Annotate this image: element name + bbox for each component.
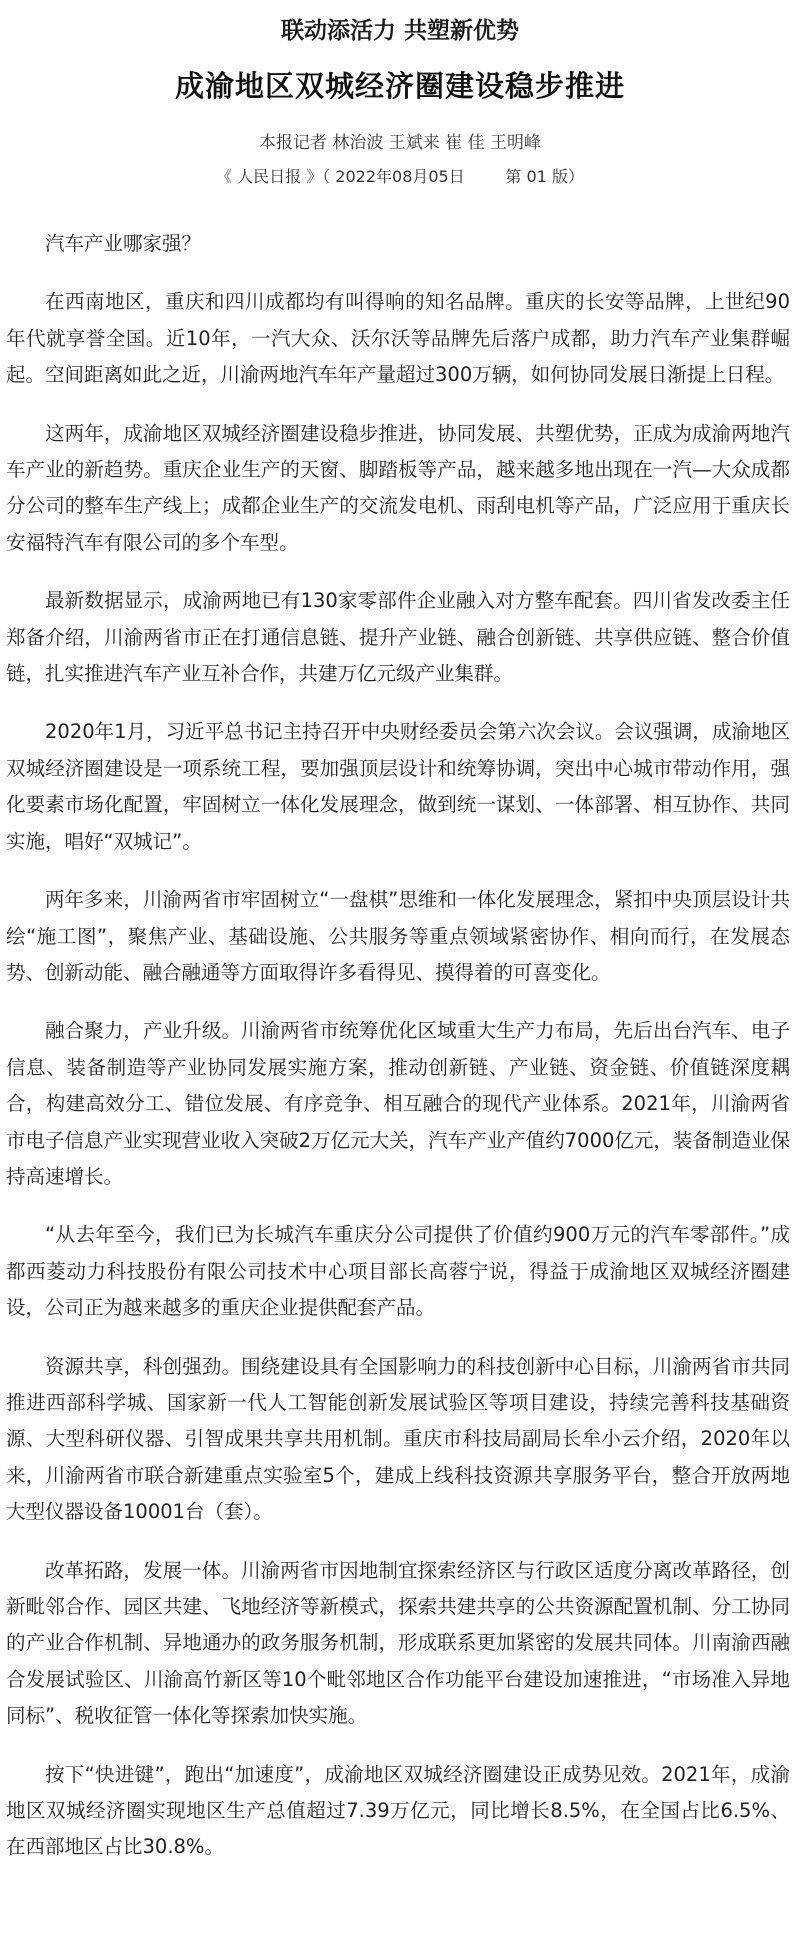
paragraph: 2020年1月，习近平总书记主持召开中央财经委员会第六次会议。会议强调，成渝地区双城经济圈建设是一项系统工程，要加强顶层设计和统筹协调，突出中心城市带动作用，强化要素市场化配置，牢固树立一体化发展理念，做到统一谋划、一体部署、相互协作、共同实施，唱好“双城记”。 (6, 720, 790, 853)
paragraph: 两年多来，川渝两省市牢固树立“一盘棋”思维和一体化发展理念，紧扣中央顶层设计共绘“施工图”，聚焦产业、基础设施、公共服务等重点领域紧密协作、相向而行，在发展态势、创新动能、融合融通等方面取得许多看得见、摸得着的可喜变化。 (6, 888, 790, 984)
paragraph: 融合聚力，产业升级。川渝两省市统筹优化区域重大生产力布局，先后出台汽车、电子信息、装备制造等产业协同发展实施方案，推动创新链、产业链、资金链、价值链深度耦合，构建高效分工、错位发展、有序竞争、相互融合的现代产业体系。2021年，川渝两省市电子信息产业实现营业收入突破2万亿元大关，汽车产业产值约7000亿元，装备制造业保持高速增长。 (6, 1019, 790, 1188)
source-page: 第 01 版） (505, 167, 584, 186)
paragraph: 按下“快进键”，跑出“加速度”，成渝地区双城经济圈建设正成势见效。2021年，成渝地区双城经济圈实现地区生产总值超过7.39万亿元，同比增长8.5%，在全国占比6.5%、在西部地区占比30.8%。 (6, 1762, 790, 1859)
paragraph: 这两年，成渝地区双城经济圈建设稳步推进，协同发展、共塑优势，正成为成渝两地汽车产业的新趋势。重庆企业生产的天窗、脚踏板等产品，越来越多地出现在一汽—大众成都分公司的整车生产线上；成都企业生产的交流发电机、雨刮电机等产品，广泛应用于重庆长安福特汽车有限公司的多个车型。 (6, 421, 790, 554)
page-title: 成渝地区双城经济圈建设稳步推进 (174, 69, 625, 103)
paragraph: “从去年至今，我们已为长城汽车重庆分公司提供了价值约900万元的汽车零部件。”成都西菱动力科技股份有限公司技术中心项目部长高蓉宁说，得益于成渝地区双城经济圈建设，公司正为越来越多的重庆企业提供配套产品。 (6, 1223, 790, 1320)
paragraph: 汽车产业哪家强？ (45, 232, 202, 255)
paragraph: 资源共享，科创强劲。围绕建设具有全国影响力的科技创新中心目标，川渝两省市共同推进西部科学城、国家新一代人工智能创新发展试验区等项目建设，持续完善科技基础资源、大型科研仪器、引智成果共享共用机制。重庆市科技局副局长牟小云介绍，2020年以来，川渝两省市联合新建重点实验室5个，建成上线科技资源共享服务平台，整合开放两地大型仪器设备10001台（套）。 (6, 1354, 790, 1524)
paragraph: 改革拓路，发展一体。川渝两省市因地制宜探索经济区与行政区适度分离改革路径，创新毗邻合作、园区共建、飞地经济等新模式，探索共建共享的公共资源配置机制、分工协同的产业合作机制、异地通办的政务服务机制，形成联系更加紧密的发展共同体。川南渝西融合发展试验区、川渝高竹新区等10个毗邻地区合作功能平台建设加速推进，“市场准入异地同标”、税收征管一体化等探索加快实施。 (6, 1558, 790, 1728)
article-body (6, 226, 790, 1888)
source-paper: 《 人民日报 》 (216, 167, 323, 186)
kicker-headline: 联动添活力 共塑新优势 (280, 18, 519, 44)
source-line (0, 162, 800, 192)
paragraph: 在西南地区，重庆和四川成都均有叫得响的知名品牌。重庆的长安等品牌，上世纪90年代就享誉全国。近10年，一汽大众、沃尔沃等品牌先后落户成都，助力汽车产业集群崛起。空间距离如此之近，川渝两地汽车年产量超过300万辆，如何协同发展日渐提上日程。 (6, 290, 790, 387)
paragraph: 最新数据显示，成渝两地已有130家零部件企业融入对方整车配套。四川省发改委主任郑备介绍，川渝两省市正在打通信息链、提升产业链、融合创新链、共享供应链、整合价值链，扎实推进汽车产业互补合作，共建万亿元级产业集群。 (6, 589, 790, 686)
byline: 本报记者 林治波 王斌来 崔 佳 王明峰 (258, 133, 542, 153)
source-date: （ 2022年08月05日 (322, 167, 465, 186)
